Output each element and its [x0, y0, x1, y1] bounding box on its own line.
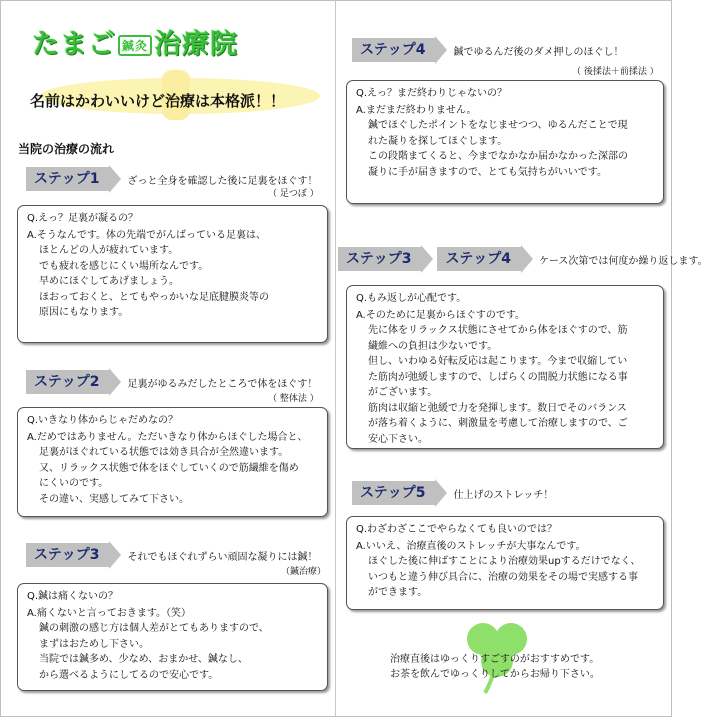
- step1-question: Q.えっ？足裏が凝るの？: [27, 213, 139, 224]
- step1-text: ざっと全身を確認した後に足裏をほぐす！: [127, 175, 318, 187]
- step4-line: 凝りに手が届きますので、とても気持ちがいいです。: [368, 166, 607, 178]
- flow-section-title: 当院の治療の流れ: [18, 142, 115, 156]
- step4-line: れた凝りを探してほぐします。: [368, 135, 508, 147]
- step4-arrow-label: ステップ4: [352, 38, 435, 62]
- step5-question: Q.わざわざここでやらなくても良いのでは？: [356, 524, 558, 535]
- step5-line: ほぐした後に伸ばすことにより治療効果upするだけでなく、: [368, 556, 641, 567]
- step3-arrow-label: ステップ3: [26, 543, 109, 567]
- step2-text: 足裏がゆるみだしたところで体をほぐす！: [127, 378, 318, 390]
- step1-line: ほおっておくと、とてもやっかいな足底腱膜炎等の: [39, 291, 269, 303]
- step4-line: この段階まてくると、今までなかなか届かなかった深部の: [368, 151, 628, 162]
- step4-line: 鍼でほぐしたポイントをなじませつつ、ゆるんだことで現: [368, 120, 628, 131]
- step2-question: Q.いきなり体からじゃだめなの？: [27, 415, 179, 426]
- step5-line: ができます。: [368, 587, 428, 598]
- step1-arrow-label: ステップ1: [26, 167, 109, 191]
- clinic-logo-title: たまご 鍼灸 治療院: [32, 29, 239, 60]
- step4-note: （ 後揉法＋前揉法 ）: [572, 67, 659, 77]
- step34-answer: A.そのために足裏からほぐすのです。: [356, 309, 526, 321]
- step2-note: （ 整体法 ）: [268, 394, 319, 404]
- step5-header: [352, 481, 553, 506]
- step4-answer: A.まだまだ終わりません。: [356, 104, 477, 116]
- step34-question: Q.もみ返しが心配です。: [356, 293, 467, 304]
- step34-header: [338, 247, 708, 272]
- step1-line: ほとんどの人が疲れています。: [39, 245, 179, 256]
- step3-line: まずはおためし下さい。: [39, 638, 149, 650]
- step1-line: でも疲れを感じにくい場所なんです。: [39, 260, 209, 272]
- step5-line: いつもと違う伸び具合に、治療の効果をその場で実感する事: [368, 571, 638, 583]
- step1-qa-box: [17, 205, 328, 343]
- shinkyu-badge: 鍼灸: [118, 35, 152, 56]
- step2-line: 足裏がほぐれている状態では効き具合が全然違います。: [39, 447, 289, 458]
- step2-arrow-label: ステップ2: [26, 370, 109, 394]
- step4-text: 鍼でゆるんだ後のダメ押しのほぐし！: [453, 46, 624, 58]
- step4-question: Q.えっ？まだ終わりじゃないの？: [356, 88, 508, 99]
- step5-answer: A.いいえ、治療直後のストレッチが大事なんです。: [356, 540, 586, 552]
- step1-line: 原因にもなります。: [39, 307, 129, 318]
- step5-arrow-label: ステップ5: [352, 481, 435, 505]
- tagline: 名前はかわいいけど治療は本格派！！: [30, 92, 286, 110]
- step1-note: （ 足つぼ ）: [268, 189, 319, 199]
- step1-line: 早めにほぐしてあげましょう。: [39, 276, 179, 287]
- step3-note: （鍼治療）: [281, 567, 327, 577]
- step34-line: 但し、いわゆる好転反応は起こります。今まで収縮してい: [368, 356, 628, 367]
- step34-arrow-label-b: ステップ4: [437, 247, 520, 271]
- step3-text: それでもほぐれずらい頑固な凝りには鍼！: [127, 551, 318, 563]
- step2-line: その違い、実感してみて下さい。: [39, 493, 189, 505]
- column-divider: [335, 0, 336, 717]
- step34-line: がございます。: [368, 387, 438, 398]
- step3-answer: A.痛くないと言っておきます。（笑）: [27, 607, 192, 619]
- closing-message: [390, 652, 600, 682]
- step34-text: ケース次第では何度か繰り返します。: [538, 255, 708, 267]
- step2-line: にくいのです。: [39, 478, 109, 489]
- step34-line: 先に体をリラックス状態にさせてから体をほぐすので、筋: [368, 325, 628, 336]
- step2-qa-box: [17, 407, 328, 517]
- step34-line: 筋肉は収縮と弛緩で力を発揮します。数日でそのバランス: [368, 402, 627, 414]
- step5-text: 仕上げのストレッチ！: [453, 489, 554, 501]
- step3-line: から選べるようにしてるので安心です。: [39, 669, 219, 681]
- closing-line: お茶を飲んでゆっくりしてからお帰り下さい。: [390, 669, 600, 680]
- step4-qa-box: [346, 80, 664, 204]
- step34-line: た筋肉が弛緩しますので、しばらくの間脱力状態になる事: [368, 371, 628, 383]
- step2-line: 又、リラックス状態で体をほぐしていくので筋繊維を傷め: [39, 462, 299, 474]
- closing-line: 治療直後はゆっくりすごすのがおすすめです。: [390, 654, 600, 665]
- step5-qa-box: [346, 516, 664, 610]
- step3-header: [26, 543, 317, 568]
- step34-qa-box: [346, 285, 664, 449]
- step2-answer: A.だめではありません。ただいきなり体からほぐした場合と、: [27, 431, 308, 443]
- step3-qa-box: [17, 583, 328, 691]
- step3-line: 当院では鍼多め、少なめ、おまかせ、鍼なし、: [39, 654, 248, 665]
- step34-line: 繊維への負担は少ないです。: [368, 340, 498, 352]
- step34-line: が落ち着くように、刺激量を考慮して治療しますので、ご: [368, 418, 628, 429]
- step34-arrow-label-a: ステップ3: [338, 247, 421, 271]
- step3-line: 鍼の刺激の感じ方は個人差がとてもありますので、: [39, 623, 269, 634]
- step4-header: [352, 38, 623, 63]
- step1-answer: A.そうなんです。体の先端でがんばっている足裏は、: [27, 229, 267, 241]
- step3-question: Q.鍼は痛くないの？: [27, 591, 119, 602]
- step34-line: 安心下さい。: [368, 433, 428, 445]
